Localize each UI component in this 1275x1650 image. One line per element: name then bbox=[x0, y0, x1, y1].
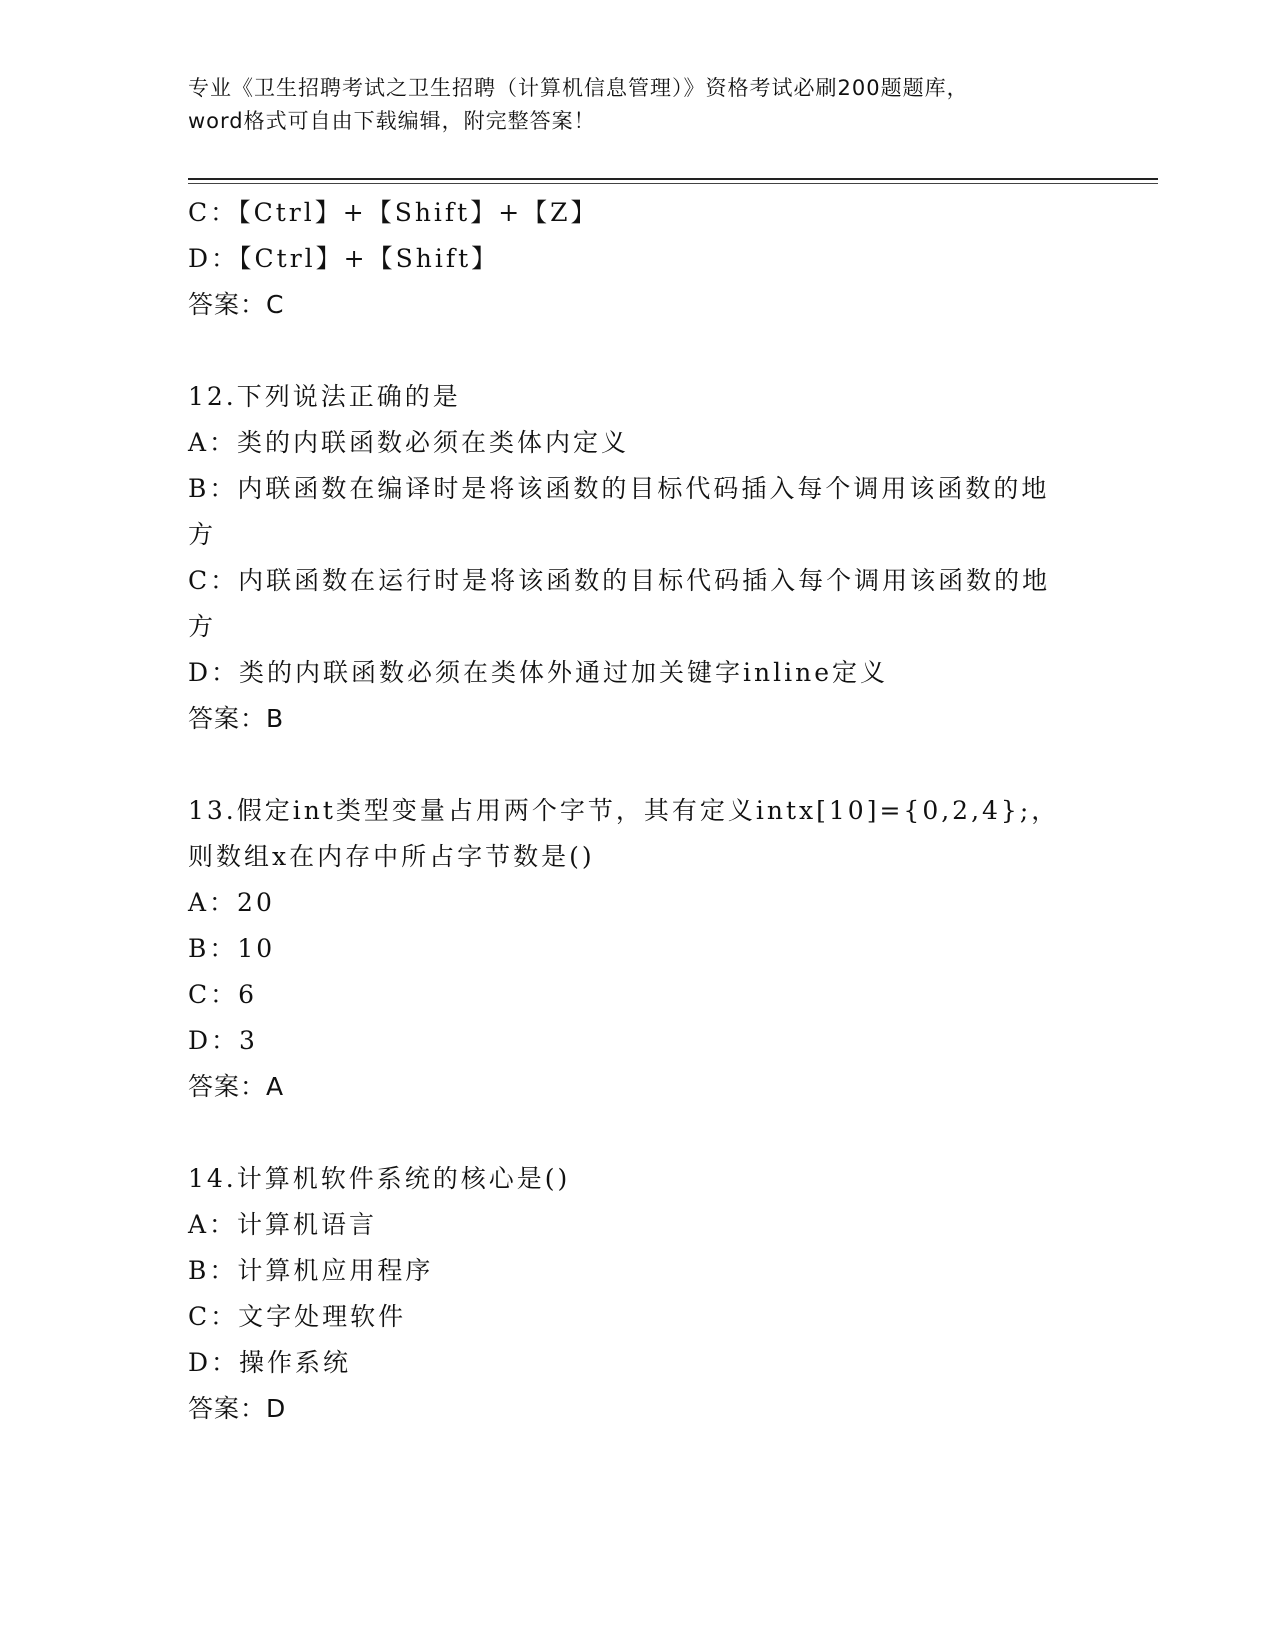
question-12 bbox=[188, 374, 1088, 742]
question-13 bbox=[188, 788, 1088, 1110]
question-stem: 14.计算机软件系统的核心是() bbox=[188, 1164, 571, 1193]
answer-line: 答案：D bbox=[188, 1394, 287, 1423]
header-line-1: 专业《卫生招聘考试之卫生招聘（计算机信息管理）》资格考试必刷200题题库， bbox=[188, 76, 969, 100]
option-d: D：【Ctrl】+【Shift】 bbox=[188, 244, 500, 273]
option-c: C：文字处理软件 bbox=[188, 1302, 407, 1331]
question-14 bbox=[188, 1156, 1088, 1432]
option-c: C：【Ctrl】+【Shift】+【Z】 bbox=[188, 198, 599, 227]
option-d: D：类的内联函数必须在类体外通过加关键字inline定义 bbox=[188, 658, 889, 687]
header-divider-thick bbox=[188, 178, 1158, 180]
option-b-continued: 方 bbox=[188, 520, 217, 549]
option-c-continued: 方 bbox=[188, 612, 217, 641]
document-header bbox=[188, 72, 1088, 138]
option-a: A：20 bbox=[188, 888, 275, 917]
option-a: A：类的内联函数必须在类体内定义 bbox=[188, 428, 630, 457]
option-c: C：6 bbox=[188, 980, 258, 1009]
answer-line: 答案：B bbox=[188, 704, 285, 733]
question-fragment bbox=[188, 190, 1088, 328]
question-stem-continued: 则数组x在内存中所占字节数是() bbox=[188, 842, 595, 871]
question-stem: 13.假定int类型变量占用两个字节，其有定义intx[10]={0,2,4};， bbox=[188, 796, 1060, 825]
question-stem: 12.下列说法正确的是 bbox=[188, 382, 461, 411]
option-b: B：内联函数在编译时是将该函数的目标代码插入每个调用该函数的地 bbox=[188, 474, 1050, 503]
spacer bbox=[188, 1110, 1088, 1156]
option-d: D：操作系统 bbox=[188, 1348, 352, 1377]
spacer bbox=[188, 742, 1088, 788]
option-a: A：计算机语言 bbox=[188, 1210, 378, 1239]
spacer bbox=[188, 328, 1088, 374]
answer-line: 答案：A bbox=[188, 1072, 285, 1101]
header-divider-thin bbox=[188, 183, 1158, 184]
option-b: B：10 bbox=[188, 934, 276, 963]
option-d: D：3 bbox=[188, 1026, 258, 1055]
header-line-2: word格式可自由下载编辑，附完整答案！ bbox=[188, 109, 596, 133]
question-list bbox=[188, 190, 1088, 1432]
option-b: B：计算机应用程序 bbox=[188, 1256, 434, 1285]
option-c: C：内联函数在运行时是将该函数的目标代码插入每个调用该函数的地 bbox=[188, 566, 1051, 595]
answer-line: 答案：C bbox=[188, 290, 285, 319]
